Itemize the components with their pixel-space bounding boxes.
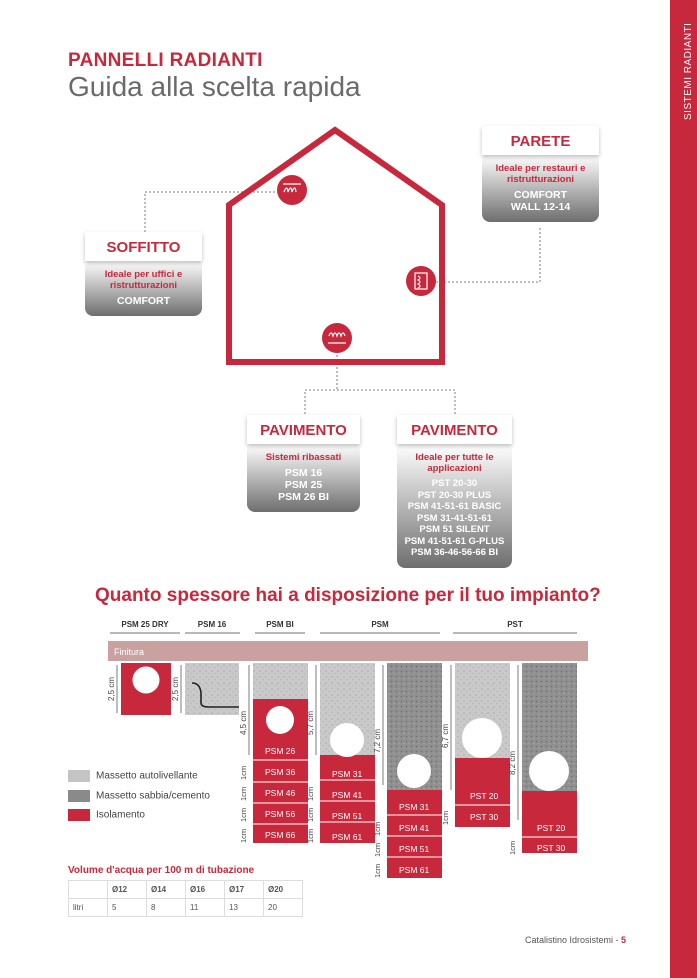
svg-text:1cm: 1cm [373,863,382,878]
card-desc: Ideale per tutte le applicazioni [415,452,494,474]
group-label: PST [507,620,523,629]
layer-label: PSM 61 [332,832,363,842]
card-title: PAVIMENTO [397,415,512,444]
layer-label: PST 30 [537,843,566,853]
card-soffitto [85,232,202,316]
card-pavimento-tutte [397,415,512,568]
svg-text:1cm: 1cm [239,786,248,801]
layer-label: PSM 66 [265,830,296,840]
group-label: PSM 25 DRY [121,620,169,629]
svg-text:1cm: 1cm [239,765,248,780]
legend-sand-cement: Massetto sabbia/cemento [68,790,210,802]
layer-label: PSM 51 [399,844,430,854]
layer-label: PSM 51 [332,811,363,821]
card-title: SOFFITTO [85,232,202,261]
card-desc: Sistemi ribassati [265,452,342,463]
floor-heat-icon [322,323,352,353]
thickness-diagram [0,615,697,880]
card-title: PAVIMENTO [247,415,360,444]
layer-label: PST 20 [470,791,499,801]
card-products: COMFORT [116,295,171,307]
layer-label: PSM 31 [332,769,363,779]
table-row: Ø12 Ø14 Ø16 Ø17 Ø20 [69,881,303,899]
layer-label: PSM 26 [265,746,296,756]
card-products: PSM 16 PSM 25 PSM 26 BI [278,467,329,503]
height-label: 7,2 cm [373,728,382,753]
layer-label: PST 30 [470,812,499,822]
legend-self-leveling: Massetto autolivellante [68,770,198,782]
layer-label: PSM 41 [399,823,430,833]
svg-text:1cm: 1cm [239,828,248,843]
page-eyebrow: PANNELLI RADIANTI [68,50,263,71]
layer-label: PSM 36 [265,767,296,777]
table-row: litri 5 8 11 13 20 [69,899,303,917]
water-volume-table [68,880,303,917]
height-label: 6,7 cm [441,723,450,748]
layer-label: PSM 46 [265,788,296,798]
page-number: 5 [621,935,627,945]
finish-bar [108,641,588,661]
svg-text:1cm: 1cm [306,807,315,822]
layer-label: PSM 31 [399,802,430,812]
svg-text:1cm: 1cm [373,821,382,836]
ceiling-heat-icon [277,175,307,205]
layer-label: PSM 61 [399,865,430,875]
card-products: COMFORT WALL 12-14 [510,189,571,213]
height-label: 2,5 cm [171,676,180,701]
finish-label: Finitura [114,647,145,657]
thickness-question: Quanto spessore hai a disposizione per il tuo impianto? [95,585,601,606]
svg-text:1cm: 1cm [373,842,382,857]
card-parete [482,126,599,222]
layer-label: PSM 41 [332,790,363,800]
card-desc: Ideale per uffici e ristrutturazioni [104,269,183,291]
card-pavimento-ribassati [247,415,360,512]
page-title: Guida alla scelta rapida [68,71,361,102]
legend-insulation: Isolamento [68,809,145,821]
svg-text:1cm: 1cm [508,840,517,855]
height-label: 8,2 cm [508,750,517,775]
layer-label: PSM 56 [265,809,296,819]
wall-heat-icon [406,266,436,296]
group-label: PSM [371,620,389,629]
layer-label: PST 20 [537,823,566,833]
height-label: 4,5 cm [239,710,248,735]
page-footer: Catalistino Idrosistemi - 5 [525,935,627,945]
card-desc: Ideale per restauri e ristrutturazioni [495,163,586,185]
card-products: PST 20-30 PST 20-30 PLUS PSM 41-51-61 BASIC PSM 31-41-51-61 PSM 51 SILENT PSM 41-51-61 G-PLUS PSM 36-46-56-66 BI [404,478,505,558]
group-label: PSM BI [266,620,294,629]
water-table-title: Volume d'acqua per 100 m di tubazione [68,865,255,876]
svg-text:1cm: 1cm [306,828,315,843]
svg-text:1cm: 1cm [441,810,450,825]
height-label: 5,7 cm [306,710,315,735]
svg-text:1cm: 1cm [239,807,248,822]
card-title: PARETE [482,126,599,155]
group-label: PSM 16 [197,620,227,629]
height-label: 2,5 cm [107,676,116,701]
svg-text:1cm: 1cm [306,786,315,801]
